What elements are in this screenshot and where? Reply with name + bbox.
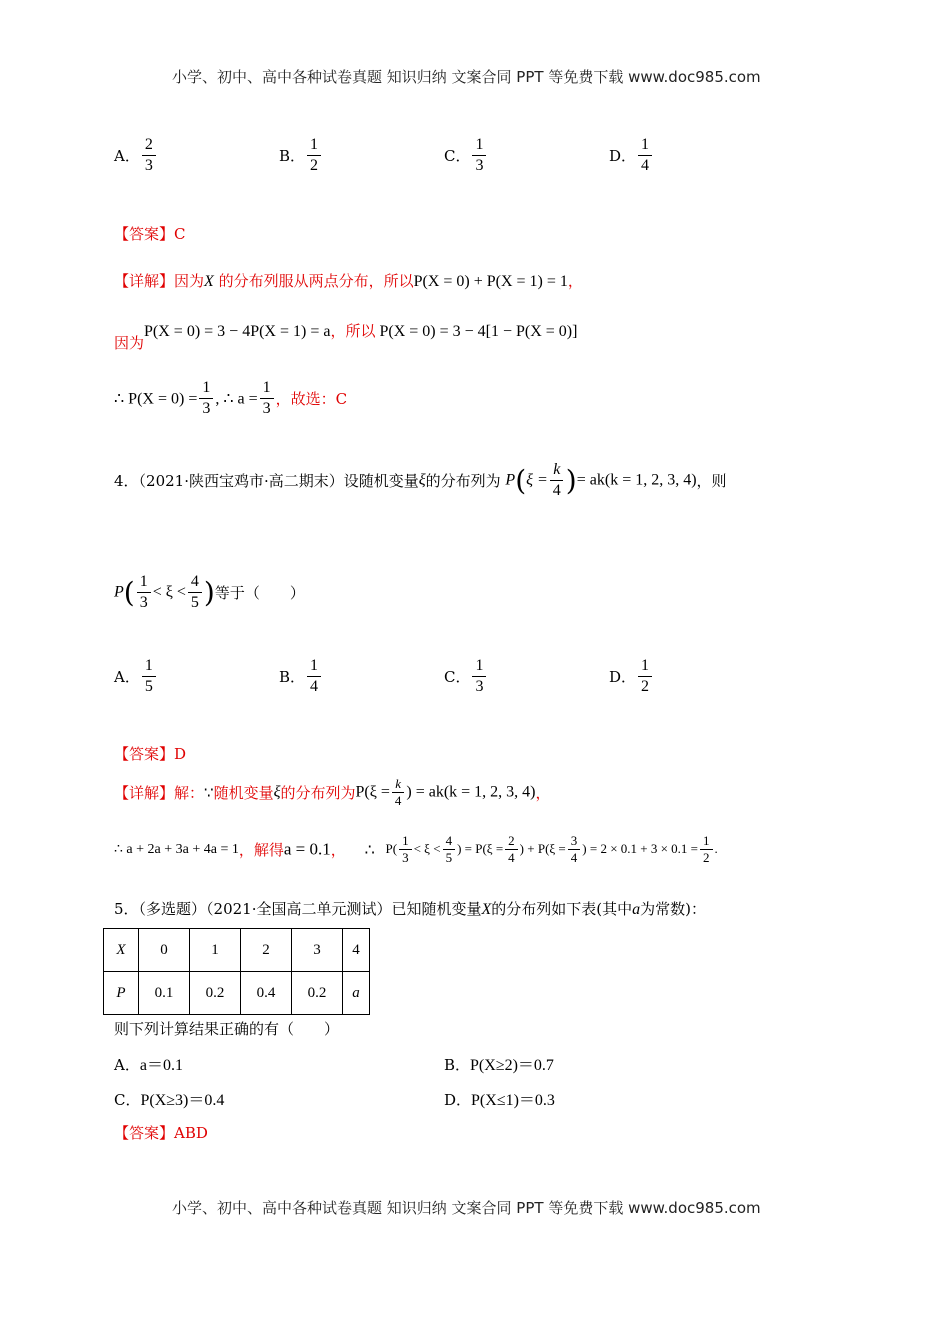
q3-detail-line1: 【详解】因为X 的分布列服从两点分布，所以P(X = 0) + P(X = 1) = 1， [114,272,583,290]
q3-option-d: D． $\frac{1}{4}$ [609,135,654,176]
equation-text: < ξ < [413,841,441,857]
equation-fraction: $\frac{3}{4}$ [568,833,581,866]
q4-option-c: C． $\frac{1}{3}$ [444,656,488,697]
q3-detail-line2: 因为P(X = 0) = 3 − 4P(X = 1) = a，所以 P(X = 0) = 3 − 4[1 − P(X = 0)] [114,322,578,352]
q5-option-b: B．P(X≥2)＝0.7 [444,1056,554,1074]
page-footer: 小学、初中、高中各种试卷真题 知识归纳 文案合同 PPT 等免费下载 www.doc985.com [172,1199,761,1217]
table-row [104,972,370,1015]
table-cell: 0.2 [292,972,343,1015]
q3-option-b: B． $\frac{1}{2}$ [279,135,323,176]
table-cell: 4 [343,929,370,972]
q5-option-c: C．P(X≥3)＝0.4 [114,1091,225,1109]
q4-option-b: B． $\frac{1}{4}$ [279,656,323,697]
equation-text: P( [385,841,398,857]
table-cell: 0.4 [241,972,292,1015]
equation-fraction: $\frac{2}{4}$ [505,833,518,866]
table-cell: a [343,972,370,1015]
page-header: 小学、初中、高中各种试卷真题 知识归纳 文案合同 PPT 等免费下载 www.doc985.com [172,68,761,86]
table-cell: X [104,929,139,972]
q5-stem: 5．（多选题）（2021·全国高二单元测试）已知随机变量X的分布列如下表(其中a为常数)： [114,900,706,918]
q3-option-a: A． $\frac{2}{3}$ [114,135,158,176]
q5-option-a: A．a＝0.1 [114,1056,183,1074]
q5-answer: 【答案】ABD [114,1124,208,1142]
equation-fraction: $\frac{4}{5}$ [443,833,456,866]
q4-answer: 【答案】D [114,745,187,763]
table-cell: 3 [292,929,343,972]
q4-option-a: A． $\frac{1}{5}$ [114,656,158,697]
q5-option-d: D．P(X≤1)＝0.3 [444,1091,555,1109]
table-cell: 0 [139,929,190,972]
q3-detail-line3: ∴ P(X = 0) = $\frac{1}{3}$ , ∴ a = $\frac{1}{3}$ ，故选：C [114,379,348,417]
equation-text: ) = 2 × 0.1 + 3 × 0.1 = [582,841,699,857]
table-row [104,929,370,972]
equation-text: ) = P(ξ = [457,841,504,857]
distribution-table [103,928,370,1015]
q3-answer: 【答案】C [114,225,186,243]
q4-stem: 4．（2021·陕西宝鸡市·高二期末）设随机变量ξ的分布列为 P(ξ = $\frac{k}{4}$ )= ak(k = 1, 2, 3, 4)，则 [114,461,727,499]
q4-detail-line1: 【详解】解：∵随机变量ξ的分布列为P(ξ = $\frac{k}{4}$ ) = ak(k = 1, 2, 3, 4)， [114,776,551,808]
table-cell: P [104,972,139,1015]
q4-stem-line2: P( $\frac{1}{3}$ < ξ < $\frac{4}{5}$ )等于（ ） [114,573,305,611]
table-cell: 1 [190,929,241,972]
table-cell: 0.2 [190,972,241,1015]
equation-text: ) + P(ξ = [519,841,566,857]
q4-detail-line2: ∴ a + 2a + 3a + 4a = 1，解得a = 0.1， ∴ P( $\frac{1}{3}$ < ξ < $\frac{4}{5}$ ) = P(ξ = $\frac{2}{4}$ ) + P(ξ = $\frac{3}{4}$ ) = 2 × 0.1 + 3 × 0.1 = $\frac{1}{2}$ . [114,833,718,865]
equation-fraction: $\frac{1}{3}$ [399,833,412,866]
q5-question: 则下列计算结果正确的有（ ） [114,1020,340,1038]
table-cell: 0.1 [139,972,190,1015]
q4-option-d: D． $\frac{1}{2}$ [609,656,654,697]
table-cell: 2 [241,929,292,972]
equation-text: . [714,841,718,857]
equation-fraction: $\frac{1}{2}$ [700,833,713,866]
q3-option-c: C． $\frac{1}{3}$ [444,135,488,176]
